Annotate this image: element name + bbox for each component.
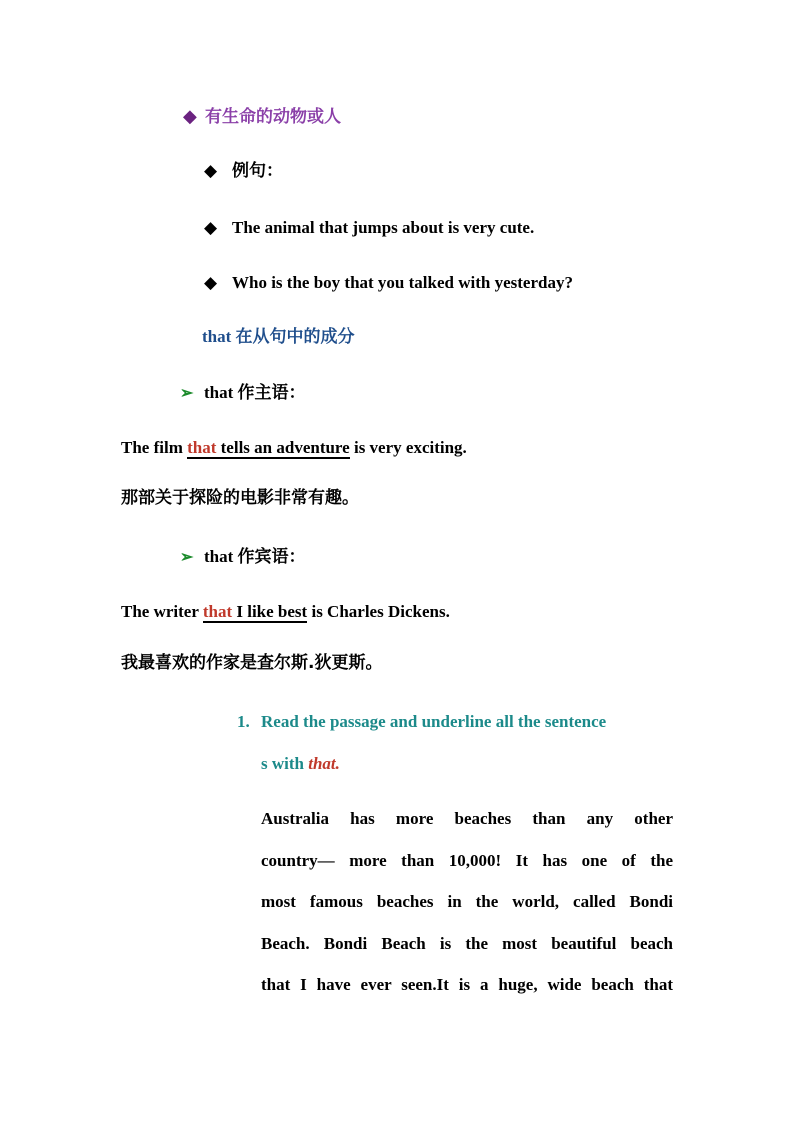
passage — [261, 798, 673, 1006]
passage-line: Beach. Bondi Beach is the most beautiful beach — [261, 933, 673, 953]
task-line-1-text: Read the passage and underline all the sentence — [261, 712, 607, 731]
object-sentence-that: that — [202, 602, 233, 621]
task-line-2-pre: s with — [261, 754, 309, 773]
object-sentence-pre: The writer — [121, 602, 203, 621]
object-heading — [180, 546, 306, 569]
subject-sentence-post: is very exciting. — [349, 438, 467, 457]
subject-sentence-pre: The film — [121, 438, 188, 457]
subject-translation: 那部关于探险的电影非常有趣。 — [121, 488, 359, 508]
bullet-example-1 — [204, 217, 534, 239]
example-label: 例句： — [232, 161, 283, 181]
subject-sentence-clause: tells an adventure — [216, 438, 350, 457]
role-title — [202, 326, 355, 348]
example-1: The animal that jumps about is very cute. — [232, 218, 535, 237]
task-line-1 — [237, 711, 606, 733]
object-that: that — [204, 547, 234, 566]
arrow-bullet-icon: ➢ — [180, 549, 194, 566]
diamond-bullet-icon: ◆ — [183, 106, 197, 126]
bullet-heading-living — [183, 105, 341, 128]
object-translation: 我最喜欢的作家是查尔斯.狄更斯。 — [121, 653, 383, 673]
heading-living: 有生命的动物或人 — [205, 107, 341, 127]
passage-line: Australia has more beaches than any other — [261, 809, 673, 828]
subject-that: that — [204, 383, 234, 402]
task-number: 1. — [237, 712, 250, 731]
passage-line: country— more than 10,000! It has one of the — [261, 850, 673, 870]
object-cn: 作宾语： — [237, 547, 306, 567]
object-sentence-clause: I like best — [232, 602, 308, 621]
arrow-bullet-icon: ➢ — [180, 385, 194, 402]
example-2: Who is the boy that you talked with yesterday? — [232, 273, 573, 292]
task-line-2 — [261, 753, 340, 775]
subject-sentence-that: that — [187, 438, 217, 457]
subject-sentence — [121, 437, 467, 459]
diamond-bullet-icon: ◆ — [204, 161, 218, 180]
diamond-bullet-icon: ◆ — [204, 218, 218, 237]
passage-line: that I have ever seen.It is a huge, wide beach that — [261, 975, 673, 994]
object-sentence — [121, 601, 450, 623]
subject-cn: 作主语： — [237, 383, 306, 403]
bullet-example-label — [204, 160, 283, 182]
role-title-that: that — [202, 327, 232, 346]
subject-heading — [180, 382, 306, 405]
bullet-example-2 — [204, 272, 573, 294]
subject-clause — [187, 438, 350, 459]
passage-line: most famous beaches in the world, called Bondi — [261, 892, 673, 911]
task-line-2-that: that. — [308, 754, 340, 773]
diamond-bullet-icon: ◆ — [204, 273, 218, 292]
object-sentence-post: is Charles Dickens. — [307, 602, 450, 621]
role-title-cn: 在从句中的成分 — [235, 327, 355, 347]
object-clause — [203, 602, 307, 623]
